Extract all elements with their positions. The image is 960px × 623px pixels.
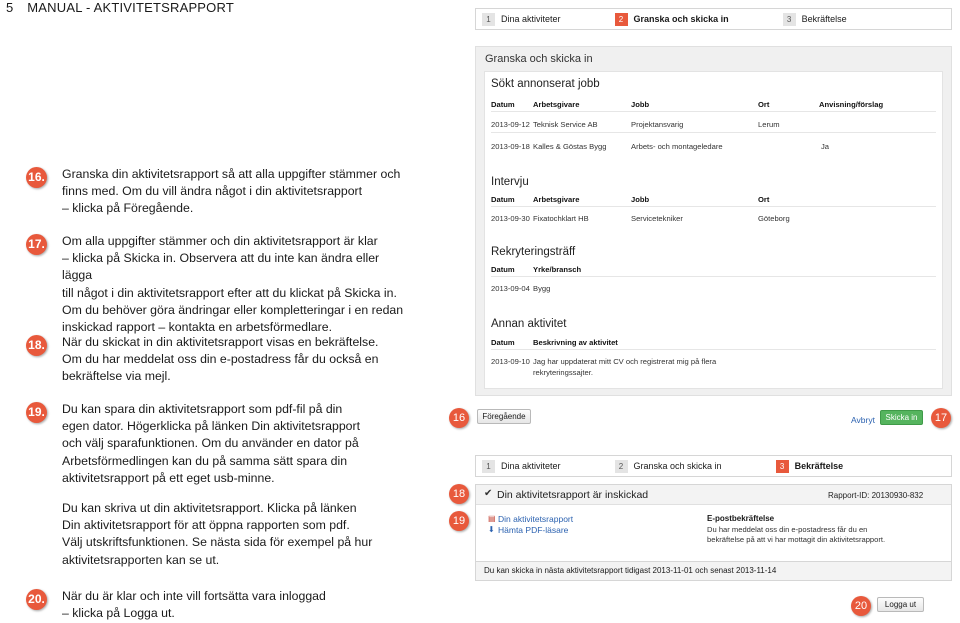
review-panel [475, 46, 952, 396]
pdf-icon: ▤ [488, 514, 496, 523]
step-text: till något i din aktivitetsrapport efter att du klickat på Skicka in. [62, 285, 397, 300]
review-content [484, 71, 943, 389]
column-header: Jobb [631, 195, 650, 204]
page-number: 5 [6, 0, 14, 15]
logout-button[interactable]: Logga ut [877, 597, 924, 612]
step-18 [26, 334, 406, 386]
step-number: 20. [26, 589, 47, 610]
table-cell: 2013-09-18 [491, 142, 530, 151]
email-text: bekräftelse på att vi har mottagit din aktivitetsrapport. [707, 535, 886, 544]
table-cell: Kalles & Göstas Bygg [533, 142, 607, 151]
panel-title: Granska och skicka in [485, 53, 593, 65]
cancel-link[interactable]: Avbryt [851, 415, 875, 425]
step-text: – klicka på Logga ut. [62, 606, 175, 621]
table-cell: Ja [821, 142, 830, 151]
table-cell: Servicetekniker [631, 214, 683, 223]
column-header: Ort [758, 195, 770, 204]
table-cell: Arbets- och montageledare [631, 142, 723, 151]
step-text: aktivitetsrapporten kan se ut. [62, 552, 220, 567]
page-header [6, 0, 234, 15]
step-text: När du skickat in din aktivitetsrapport visas en bekräftelse. [62, 335, 379, 349]
submit-button[interactable]: Skicka in [880, 410, 923, 425]
step-text: och välj sparafunktionen. Om du använder en dator på [62, 436, 359, 451]
column-header: Datum [491, 100, 515, 109]
table-cell: rekryteringssajter. [533, 368, 593, 377]
wizard-steps-confirmation [475, 455, 952, 477]
step-text: Om du har meddelat oss din e-postadress får du också en [62, 352, 379, 367]
callout-17: 17 [931, 408, 951, 428]
column-header: Beskrivning av aktivitet [533, 338, 618, 347]
step-text: finns med. Om du vill ändra något i din aktivitetsrapport [62, 184, 363, 199]
wizard-step-1[interactable]: 1 Dina aktiviteter [482, 460, 561, 473]
table-cell: Fixatochklart HB [533, 214, 589, 223]
report-pdf-link[interactable]: Din aktivitetsrapport [498, 514, 574, 524]
section-title: Rekryteringsträff [491, 246, 576, 258]
download-icon: ⬇ [488, 525, 495, 534]
divider [491, 206, 936, 207]
wizard-steps [475, 8, 952, 30]
confirmation-title: Din aktivitetsrapport är inskickad [497, 489, 649, 501]
step-text: Du kan skriva ut din aktivitetsrapport. Klicka på länken [62, 501, 357, 516]
email-text: Du har meddelat oss din e-postadress får du en [707, 525, 868, 534]
column-header: Ort [758, 100, 770, 109]
pdf-reader-link[interactable]: Hämta PDF-läsare [498, 525, 569, 535]
wizard-step-3[interactable]: 3 Bekräftelse [783, 13, 847, 26]
step-number: 19. [26, 402, 47, 423]
table-cell: 2013-09-30 [491, 214, 530, 223]
step-20 [26, 588, 406, 622]
column-header: Datum [491, 265, 515, 274]
table-cell: 2013-09-04 [491, 284, 530, 293]
column-header: Anvisning/förslag [819, 100, 884, 109]
column-header: Jobb [631, 100, 650, 109]
section-title: Annan aktivitet [491, 318, 567, 330]
table-cell: Lerum [758, 120, 780, 129]
step-text: Arbetsförmedlingen kan du på samma sätt spara din [62, 453, 348, 468]
step-text: – klicka på Föregående. [62, 201, 194, 216]
section-title: Intervju [491, 176, 529, 188]
divider [491, 276, 936, 277]
callout-19: 19 [449, 511, 469, 531]
column-header: Datum [491, 195, 515, 204]
step-16 [26, 166, 406, 218]
step-text: Om du behöver göra ändringar eller kompletteringar i en redan [62, 302, 404, 317]
step-text: När du är klar och inte vill fortsätta vara inloggad [62, 589, 326, 603]
table-cell: Projektansvarig [631, 120, 684, 129]
previous-button[interactable]: Föregående [477, 409, 531, 424]
column-header: Yrke/bransch [533, 265, 582, 274]
wizard-step-2[interactable]: 2 Granska och skicka in [615, 13, 729, 26]
table-cell: Teknisk Service AB [533, 120, 598, 129]
step-text: Din aktivitetsrapport för att öppna rapporten som pdf. [62, 518, 350, 533]
section-title: Sökt annonserat jobb [491, 78, 600, 90]
step-text: Du kan spara din aktivitetsrapport som pdf-fil på din [62, 402, 343, 416]
callout-16: 16 [449, 408, 469, 428]
divider [491, 111, 936, 112]
wizard-step-3[interactable]: 3 Bekräftelse [776, 460, 844, 473]
step-text: bekräftelse via mejl. [62, 369, 171, 384]
step-17 [26, 233, 406, 336]
callout-20: 20 [851, 596, 871, 616]
report-id: Rapport-ID: 20130930-832 [828, 491, 924, 500]
wizard-step-1[interactable]: 1 Dina aktiviteter [482, 13, 561, 26]
step-number: 18. [26, 335, 47, 356]
column-header: Datum [491, 338, 515, 347]
table-cell: 2013-09-10 [491, 357, 530, 366]
step-text: Välj utskriftsfunktionen. Se nästa sida för exempel på hur [62, 535, 373, 550]
step-text: aktivitetsrapport på ett eget usb-minne. [62, 470, 275, 485]
step-text: inskickad rapport – kontakta en arbetsförmedlare. [62, 320, 332, 335]
check-icon: ✔ [484, 488, 493, 499]
step-number: 16. [26, 167, 47, 188]
page-title: MANUAL - AKTIVITETSRAPPORT [27, 0, 234, 15]
wizard-step-2[interactable]: 2 Granska och skicka in [615, 460, 722, 473]
table-cell: Göteborg [758, 214, 790, 223]
next-report-info: Du kan skicka in nästa aktivitetsrapport tidigast 2013-11-01 och senast 2013-11-14 [475, 561, 952, 581]
step-text: Om alla uppgifter stämmer och din aktivitetsrapport är klar [62, 234, 378, 248]
column-header: Arbetsgivare [533, 195, 580, 204]
divider [491, 349, 936, 350]
callout-18: 18 [449, 484, 469, 504]
step-19 [26, 401, 406, 569]
column-header: Arbetsgivare [533, 100, 580, 109]
divider [491, 132, 936, 133]
table-cell: Jag har uppdaterat mitt CV och registrerat mig på flera [533, 357, 717, 366]
step-text: egen dator. Högerklicka på länken Din aktivitetsrapport [62, 419, 361, 434]
table-cell: 2013-09-12 [491, 120, 530, 129]
email-title: E-postbekräftelse [707, 514, 775, 523]
step-text: – klicka på Skicka in. Observera att du inte kan ändra eller lägga [62, 251, 380, 283]
table-cell: Bygg [533, 284, 551, 293]
step-text: Granska din aktivitetsrapport så att alla uppgifter stämmer och [62, 167, 401, 181]
step-number: 17. [26, 234, 47, 255]
